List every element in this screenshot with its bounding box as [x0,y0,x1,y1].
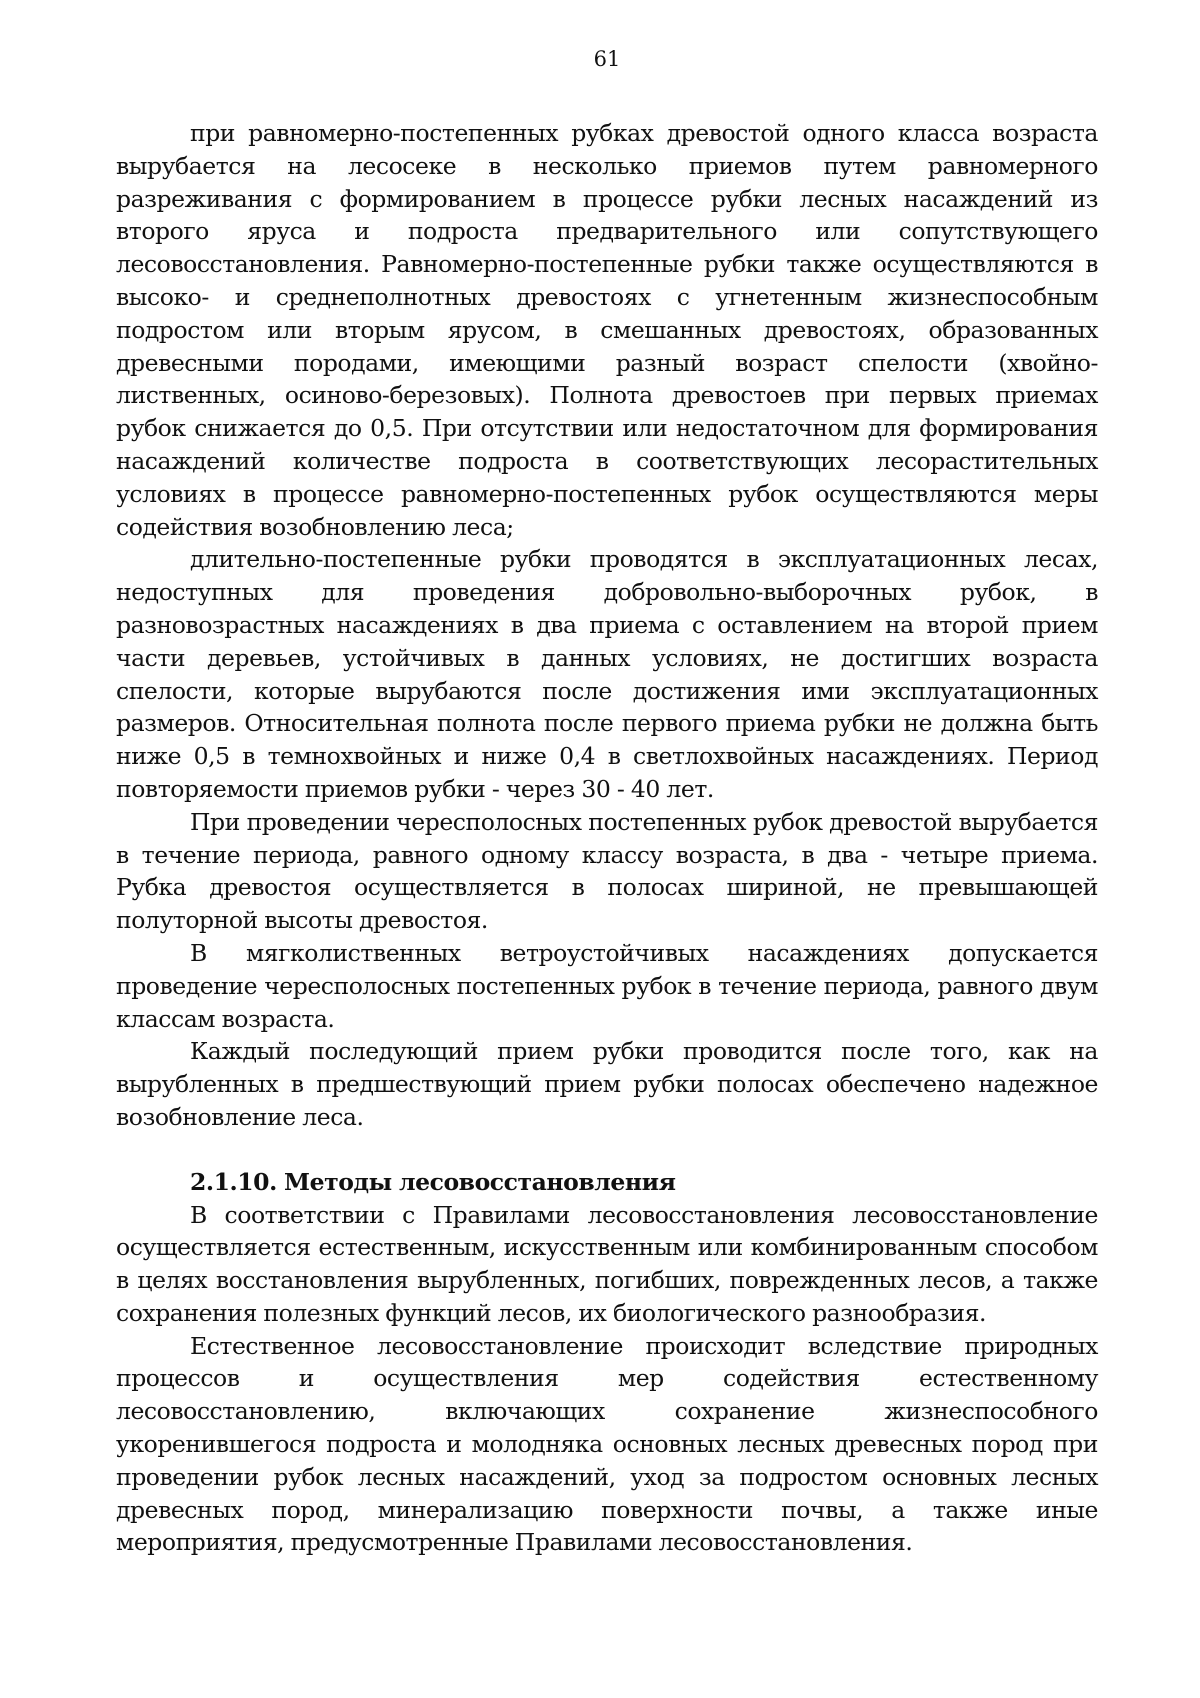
paragraph-reforestation-methods: В соответствии с Правилами лесовосстановления лесовосстановление осуществляется естественным, искусственным или комбинированным способом в целях восстановления вырубленных, погибших, поврежденных лесов, а также сохранения полезных функций лесов, их биологического разнообразия. [116,1200,1098,1327]
paragraph-strip-cutting: При проведении чересполосных постепенных рубок древостой вырубается в течение периода, равного одному классу возраста, в два - четыре приема. Рубка древостоя осуществляется в полосах шириной, не превышающей полуторной высоты древостоя. [116,807,1098,935]
paragraph-next-cutting-stage: Каждый последующий прием рубки проводится после того, как на вырубленных в предшествующий прием рубки полосах обеспечено надежное возобновление леса. [116,1037,1098,1131]
paragraph-soft-leaved-stands: В мягколиственных ветроустойчивых насаждениях допускается проведение чересполосных постепенных рубок в течение периода, равного двум классам возраста. [116,938,1098,1033]
page-number: 61 [593,47,621,71]
paragraph-uniform-gradual-cutting: при равномерно-постепенных рубках древостой одного класса возраста вырубается на лесосеке в несколько приемов путем равномерного разреживания с формированием в процессе рубки лесных насаждений из второго яруса и подроста предварительного или сопутствующего лесовосстановления. Равномерно-постепенные рубки также осуществляются в высоко- и среднеполнотных древостоях с угнетенным жизнеспособным подростом или вторым ярусом, в смешанных древостоях, образованных древесными породами, имеющими разный возраст спелости (хвойно-лиственных, осиново-березовых). Полнота древостоев при первых приемах рубок снижается до 0,5. При отсутствии или недостаточном для формирования насаждений количестве подроста в соответствующих лесорастительных условиях в процессе равномерно-постепенных рубок осуществляются меры содействия возобновлению леса; [116,119,1098,541]
page-body [116,117,1098,1559]
paragraph-natural-reforestation: Естественное лесовосстановление происходит вследствие природных процессов и осуществления мер содействия естественному лесовосстановлению, включающих сохранение жизнеспособного укоренившегося подроста и молодняка основных лесных древесных пород при проведении рубок лесных насаждений, уход за подростом основных лесных древесных пород, минерализацию поверхности почвы, а также иные мероприятия, предусмотренные Правилами лесовосстановления. [116,1331,1098,1557]
section-heading: 2.1.10. Методы лесовосстановления [190,1167,676,1196]
paragraph-long-term-gradual-cutting: длительно-постепенные рубки проводятся в эксплуатационных лесах, недоступных для проведения добровольно-выборочных рубок, в разновозрастных насаждениях в два приема с оставлением на второй прием части деревьев, устойчивых в данных условиях, не достигших возраста спелости, которые вырубаются после достижения ими эксплуатационных размеров. Относительная полнота после первого приема рубки не должна быть ниже 0,5 в темнохвойных и ниже 0,4 в светлохвойных насаждениях. Период повторяемости приемов рубки - через 30 - 40 лет. [116,545,1098,803]
document-page [116,0,1098,1698]
